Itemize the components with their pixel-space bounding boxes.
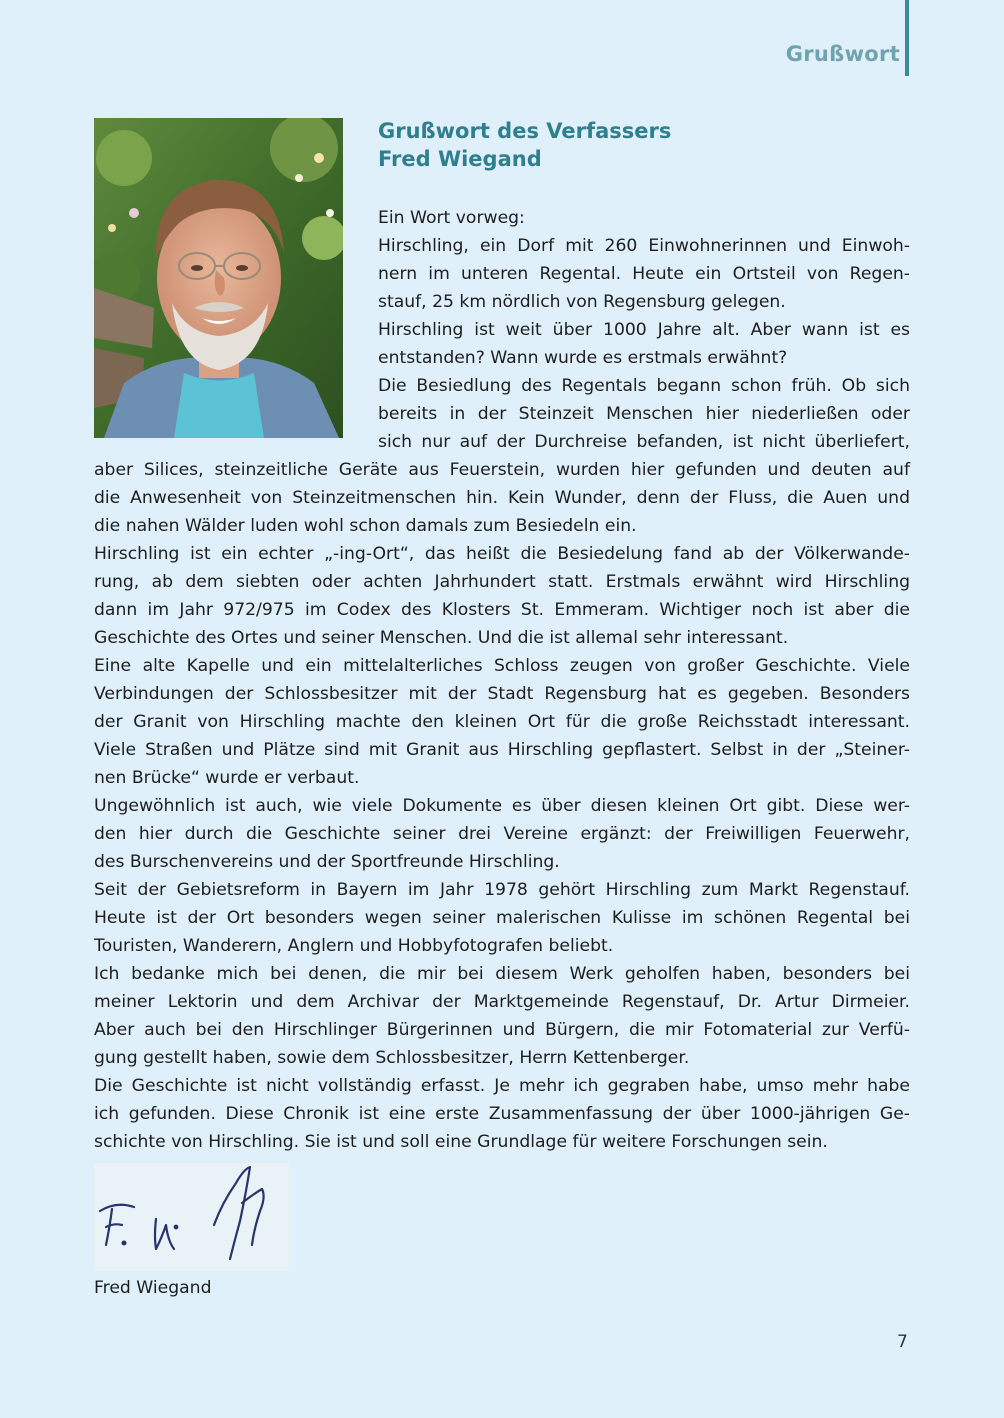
body-line: sich nur auf der Durchreise befanden, ist nicht überliefert,	[378, 432, 910, 452]
body-line: der Granit von Hirschling machte den kleinen Ort für die große Reichsstadt interessant.	[94, 712, 910, 732]
body-line: dann im Jahr 972/975 im Codex des Klosters St. Emmeram. Wichtiger noch ist aber die	[94, 600, 910, 620]
body-line: die Anwesenheit von Steinzeitmenschen hin. Kein Wunder, denn der Fluss, die Auen und	[94, 488, 910, 508]
body-line: meiner Lektorin und dem Archivar der Marktgemeinde Regenstauf, Dr. Artur Dirmeier.	[94, 992, 910, 1012]
page-number: 7	[897, 1332, 908, 1352]
body-line: Ein Wort vorweg:	[378, 208, 525, 228]
handwritten-signature	[94, 1163, 294, 1273]
body-line: des Burschenvereins und der Sportfreunde Hirschling.	[94, 852, 560, 872]
body-line: Hirschling, ein Dorf mit 260 Einwohnerinnen und Einwoh-	[378, 236, 910, 256]
body-line: rung, ab dem siebten oder achten Jahrhundert statt. Erstmals erwähnt wird Hirschling	[94, 572, 910, 592]
body-line: Die Geschichte ist nicht vollständig erfasst. Je mehr ich gegraben habe, umso mehr habe	[94, 1076, 910, 1096]
heading-line-1: Grußwort des Verfassers	[378, 119, 672, 143]
body-line: Seit der Gebietsreform in Bayern im Jahr 1978 gehört Hirschling zum Markt Regenstauf.	[94, 880, 910, 900]
section-header: Grußwort	[785, 42, 900, 66]
body-line: Aber auch bei den Hirschlinger Bürgerinnen und Bürgern, die mir Fotomaterial zur Verfü-	[94, 1020, 910, 1040]
body-line: gung gestellt haben, sowie dem Schlossbesitzer, Herrn Kettenberger.	[94, 1048, 690, 1068]
body-line: nern im unteren Regental. Heute ein Ortsteil von Regen-	[378, 264, 910, 284]
author-photo	[94, 118, 343, 438]
signature-name: Fred Wiegand	[94, 1278, 212, 1298]
body-line: Eine alte Kapelle und ein mittelalterliches Schloss zeugen von großer Geschichte. Viele	[94, 656, 910, 676]
body-line: Hirschling ist ein echter „-ing-Ort“, das heißt die Besiedelung fand ab der Völkerwande-	[94, 544, 910, 564]
article-heading	[378, 117, 878, 173]
body-line: bereits in der Steinzeit Menschen hier niederließen oder	[378, 404, 910, 424]
body-line: Viele Straßen und Plätze sind mit Granit aus Hirschling gepflastert. Selbst in der „Steiner-	[94, 740, 910, 760]
body-line: stauf, 25 km nördlich von Regensburg gelegen.	[378, 292, 786, 312]
body-line: die nahen Wälder luden wohl schon damals zum Besiedeln ein.	[94, 516, 637, 536]
body-line: Ungewöhnlich ist auch, wie viele Dokumente es über diesen kleinen Ort gibt. Diese wer-	[94, 796, 910, 816]
body-line: Verbindungen der Schlossbesitzer mit der Stadt Regensburg hat es gegeben. Besonders	[94, 684, 910, 704]
body-line: Geschichte des Ortes und seiner Menschen. Und die ist allemal sehr interessant.	[94, 628, 789, 648]
body-line: Die Besiedlung des Regentals begann schon früh. Ob sich	[378, 376, 910, 396]
body-line: ich gefunden. Diese Chronik ist eine erste Zusammenfassung der über 1000-jährigen Ge-	[94, 1104, 910, 1124]
body-line: entstanden? Wann wurde es erstmals erwähnt?	[378, 348, 788, 368]
body-line: aber Silices, steinzeitliche Geräte aus Feuerstein, wurden hier gefunden und deuten auf	[94, 460, 910, 480]
body-line: Hirschling ist weit über 1000 Jahre alt. Aber wann ist es	[378, 320, 910, 340]
header-accent-bar	[905, 0, 909, 76]
body-line: Touristen, Wanderern, Anglern und Hobbyfotografen beliebt.	[94, 936, 614, 956]
heading-line-2: Fred Wiegand	[378, 147, 542, 171]
body-line: nen Brücke“ wurde er verbaut.	[94, 768, 360, 788]
body-line: schichte von Hirschling. Sie ist und soll eine Grundlage für weitere Forschungen sein.	[94, 1132, 828, 1152]
body-line: Heute ist der Ort besonders wegen seiner malerischen Kulisse im schönen Regental bei	[94, 908, 910, 928]
body-line: Ich bedanke mich bei denen, die mir bei diesem Werk geholfen haben, besonders bei	[94, 964, 910, 984]
body-line: den hier durch die Geschichte seiner drei Vereine ergänzt: der Freiwilligen Feuerwehr,	[94, 824, 910, 844]
